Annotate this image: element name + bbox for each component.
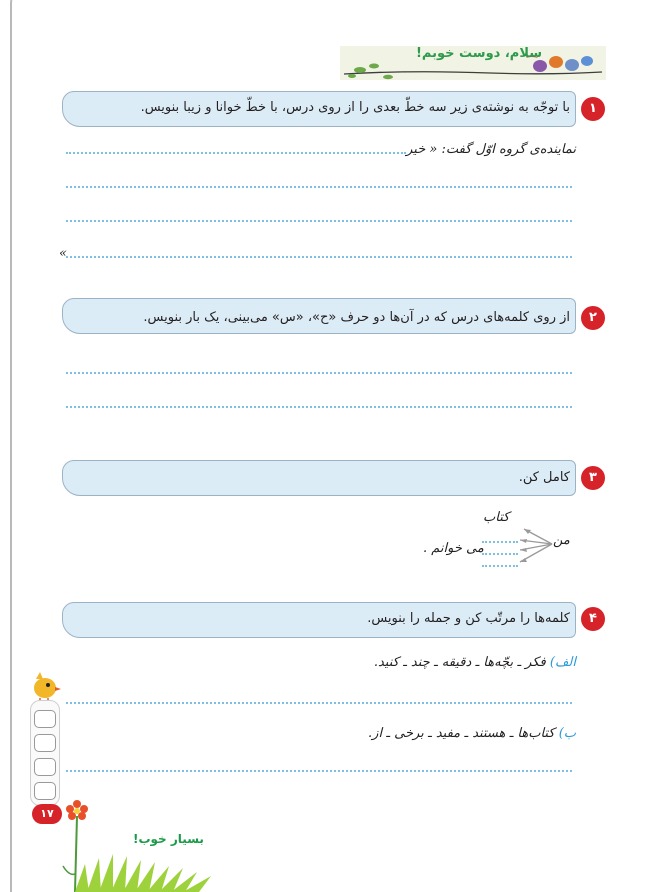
q1-line-1[interactable] [66, 152, 406, 154]
page-frame [10, 0, 660, 892]
question-2-number: ۲ [581, 306, 605, 330]
question-1-number: ۱ [581, 97, 605, 121]
q4-a-label: الف) [549, 655, 576, 670]
q4-item-a [374, 655, 576, 670]
q1-line-3[interactable] [66, 220, 572, 222]
q1-start-text: نماینده‌ی گروه اوّل گفت: « خیر [406, 142, 576, 157]
header-title: سلام، دوست خوبم! [416, 46, 542, 61]
q1-line-2[interactable] [66, 186, 572, 188]
q3-blank-1[interactable] [482, 541, 518, 543]
q3-blank-3[interactable] [482, 565, 518, 567]
question-4-prompt: کلمه‌ها را مرتّب کن و جمله را بنویس. [367, 611, 570, 626]
bird-icon [28, 668, 62, 702]
q2-line-1[interactable] [66, 372, 572, 374]
question-3-bar [62, 460, 576, 496]
q4-b-line[interactable] [66, 770, 572, 772]
q3-verb: می خوانم . [423, 541, 484, 556]
q1-line-4[interactable] [66, 256, 572, 258]
self-check-box-4[interactable] [34, 782, 56, 800]
q1-end-quote: » [59, 246, 67, 261]
page-number: ۱۷ [32, 804, 62, 824]
q4-a-words: فکر ـ بچّه‌ها ـ دقیقه ـ چند ـ کنید. [373, 655, 546, 670]
q4-a-line[interactable] [66, 702, 572, 704]
self-check-box-3[interactable] [34, 758, 56, 776]
q3-blank-2[interactable] [482, 553, 518, 555]
question-1-prompt: با توجّه به نوشته‌ی زیر سه خطّ بعدی را از روی درس، با خطّ خوانا و زیبا بنویس. [140, 100, 570, 115]
question-3-prompt: کامل کن. [518, 470, 570, 485]
self-check-box-2[interactable] [34, 734, 56, 752]
q3-object: کتاب [483, 510, 510, 525]
question-2-prompt: از روی کلمه‌های درس که در آن‌ها دو حرف «ح»، «س» می‌بینی، یک بار بنویس. [143, 310, 570, 325]
question-3-number: ۳ [581, 466, 605, 490]
self-check-box-1[interactable] [34, 710, 56, 728]
q3-subject: من [553, 533, 570, 548]
question-4-number: ۴ [581, 607, 605, 631]
praise-text: بسیار خوب! [133, 832, 204, 846]
q4-item-b [368, 726, 576, 741]
q4-b-label: ب) [558, 726, 576, 741]
q4-b-words: کتاب‌ها ـ هستند ـ مفید ـ برخی ـ از. [368, 726, 555, 741]
q2-line-2[interactable] [66, 406, 572, 408]
